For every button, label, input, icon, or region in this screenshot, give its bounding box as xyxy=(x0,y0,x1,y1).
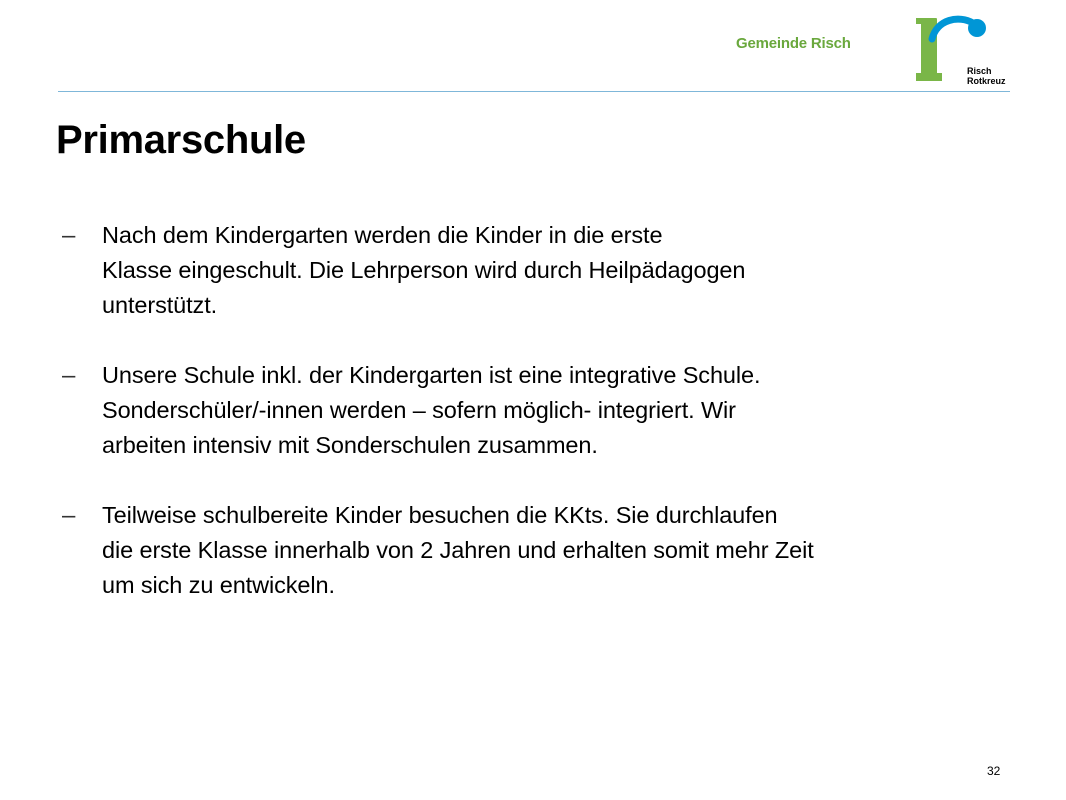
logo-base xyxy=(916,73,942,81)
slide-title: Primarschule xyxy=(56,118,306,162)
bullet-item-1 xyxy=(62,218,1022,323)
logo-dot xyxy=(968,19,986,37)
dash-bullet-icon: – xyxy=(62,222,76,249)
bullet-line: Klasse eingeschult. Die Lehrperson wird durch Heilpädagogen xyxy=(102,257,746,283)
bullet-line: arbeiten intensiv mit Sonderschulen zusammen. xyxy=(102,432,598,458)
bullet-line: Sonderschüler/-innen werden – sofern möglich- integriert. Wir xyxy=(102,397,736,423)
bullet-item-2 xyxy=(62,358,1022,463)
bullet-line: Nach dem Kindergarten werden die Kinder in die erste xyxy=(102,222,663,248)
bullet-text xyxy=(102,498,814,603)
bullet-line: Unsere Schule inkl. der Kindergarten ist eine integrative Schule. xyxy=(102,362,761,388)
bullet-line: Teilweise schulbereite Kinder besuchen die KKts. Sie durchlaufen xyxy=(102,502,778,528)
bullet-text xyxy=(102,358,760,463)
municipality-logo xyxy=(915,13,1015,89)
logo-line-2: Rotkreuz xyxy=(967,76,1006,86)
bullet-line: die erste Klasse innerhalb von 2 Jahren und erhalten somit mehr Zeit xyxy=(102,537,814,563)
logo-serif xyxy=(916,18,930,24)
bullet-line: um sich zu entwickeln. xyxy=(102,572,335,598)
dash-bullet-icon: – xyxy=(62,502,76,529)
org-name: Gemeinde Risch xyxy=(736,35,851,52)
bullet-line: unterstützt. xyxy=(102,292,218,318)
page-number: 32 xyxy=(987,764,1001,778)
bullet-text xyxy=(102,218,745,323)
header-divider xyxy=(58,91,1010,92)
bullet-item-3 xyxy=(62,498,1022,603)
logo-arm xyxy=(932,19,973,39)
dash-bullet-icon: – xyxy=(62,362,76,389)
logo-line-1: Risch xyxy=(967,66,992,76)
bullet-list xyxy=(62,218,1022,638)
